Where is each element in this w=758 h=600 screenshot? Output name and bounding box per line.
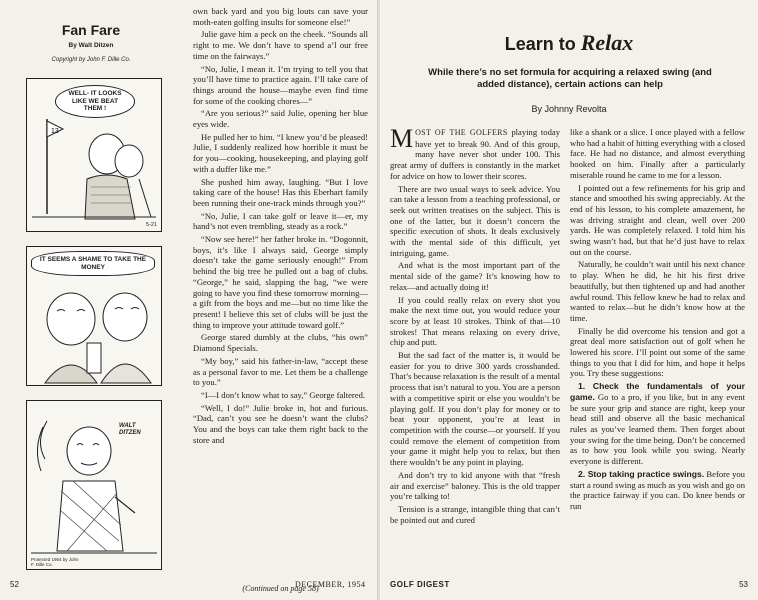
article-paragraph: Tension is a strange, intangible thing that can’t be pointed out and cured xyxy=(390,503,560,525)
right-page xyxy=(380,0,758,600)
story-paragraph: George stared dumbly at the clubs, “his own” Diamond Specials. xyxy=(193,332,368,354)
story-column xyxy=(193,6,368,447)
article-title xyxy=(380,30,758,56)
story-paragraph: “Are you serious?” said Julie, opening her blue eyes wide. xyxy=(193,108,368,130)
tip-1 xyxy=(570,381,745,467)
cartoon-byline: By Walt Ditzen xyxy=(68,42,114,49)
article-paragraph: But the sad fact of the matter is, it would be easier for you to drive 300 yards crosshanded. That’s because relaxation is the result of a mental process that isn’t natural to you. You are a person with a competitive spirit or else you wouldn’t be playing golf. If you don’t play for money or to beat your opponent, you’re at least in competition with the course—or yourself. If you could remove the element of competition from your game it might help you to relax, but then there wouldn’t be any point in playing. xyxy=(390,350,560,468)
continued-note: (Continued on page 58) xyxy=(242,584,319,593)
story-paragraph: “Well, I do!” Julie broke in, hot and furious. “Dad, can’t you see he doesn’t want the clubs? You and the boys can take them right back to the store and xyxy=(193,402,368,445)
left-page xyxy=(0,0,378,600)
story-paragraph: Julie gave him a peck on the cheek. “Sounds all right to me. We don’t have to spend a’l our free time on the fairways.” xyxy=(193,29,368,61)
title-prefix: Learn to xyxy=(504,34,581,54)
artist-signature: WALT DITZEN xyxy=(119,423,141,436)
column-title: Fan Fare xyxy=(61,22,121,38)
article-paragraph: Finally he did overcome his tension and got a great deal more satisfaction out of golf when he lowered his score. I’ll point out some of the same things to you that I did for him, and hope it helps you. Try these suggestions: xyxy=(570,325,745,379)
comic-panel-1 xyxy=(26,78,162,232)
story-paragraph: She pushed him away, laughing. “But I love taking care of the house! Has this Eberhart family been running their one-track minds through you?” xyxy=(193,176,368,208)
article-byline: By Johnny Revolta xyxy=(531,104,607,114)
panel-date: 5-21 xyxy=(145,222,157,228)
tip-2 xyxy=(570,469,745,512)
article-paragraph: If you could really relax on every shot you make the next time out, you would reduce your score by at least 10 strokes. Think of that—10 strokes! That means relaxing on every drive, chip and putt. xyxy=(390,294,560,348)
article-paragraph: like a shank or a slice. I once played with a fellow who had a habit of hitting everything with a closed face. He had no distance, and almost everything hooked on him. Finally after a particularly miserable round he came to me for a lesson. xyxy=(570,127,745,180)
magazine-name: GOLF DIGEST xyxy=(390,580,450,589)
article-paragraph: Naturally, he couldn’t wait until his next chance to play. When he did, he hit his first drive beautifully, but then tightened up and had another awful round. This fellow knew he had to relax and wanted to relax—but he didn’t know how at the time. xyxy=(570,259,745,323)
issue-date: DECEMBER, 1954 xyxy=(295,580,366,589)
article-paragraph: There are two usual ways to seek advice. You can take a lesson from a teaching professional, or seek out written treatises on the subject. This is one of the latter, but it doesn’t concern the specific execution of shots. It deals exclusively with the mental side of this difficult, yet intriguing, game. xyxy=(390,183,560,258)
story-paragraph: “I—I don’t know what to say,” George faltered. xyxy=(201,389,366,400)
article-column-1 xyxy=(390,124,560,527)
lead-caps: OST OF THE GOLFERS xyxy=(415,128,508,137)
drop-cap: M xyxy=(390,124,414,153)
svg-text:13: 13 xyxy=(51,128,59,135)
tip-2-text: Before you start a round swing as much as you wish and go on the practice fairway if you can. Do knee bends or run xyxy=(570,468,745,511)
title-script-word: Relax xyxy=(580,30,634,55)
speech-bubble-1: WELL- IT LOOKS LIKE WE BEAT THEM ! xyxy=(55,85,135,118)
article-column-2 xyxy=(570,127,745,514)
lead-text: playing today have yet to break 90. And of this group, many have never shot under 100. This great army of duffers is constantly in the market for advice on how to lower their scores. xyxy=(390,127,560,181)
tip-2-heading: 2. Stop taking practice swings. xyxy=(578,468,705,479)
page-number-right: 53 xyxy=(739,580,748,589)
comic-panel-3 xyxy=(26,400,162,570)
article-subtitle: While there’s no set formula for acquiring a relaxed swing (and added distance), certain actions can help xyxy=(428,67,712,90)
lead-paragraph xyxy=(390,124,560,182)
tip-1-text: Go to a pro, if you like, but in any event be sure your grip and stance are right, keep your head still and observe all the basic mechanical rules as you’ve learned them. Then forget about your swing for the time being. Don’t be concerned as to how you look while you swing. Nearly everyone is different. xyxy=(570,391,745,467)
story-paragraph: “Now see here!” her father broke in. “Dogonnit, boys, it’s like I always said, George simply doesn’t take the game seriously enough!” From behind the big tree he pulled out a bag of clubs. “George,” he said, slapping the bag, “we were going to have you find these tomorrow morning—a gift from the boys and me—but no time like the present! I believe this set of clubs will be just the thing to improve your attitude toward golf.” xyxy=(193,234,368,330)
story-paragraph: “My boy,” said his father-in-law, “accept these as a personal favor to me. Let them be a challenge to you.” xyxy=(193,355,368,388)
comic-panel-2 xyxy=(26,246,162,386)
article-paragraph: And don’t try to kid anyone with that “fresh air and exercise” baloney. This is the old trapper you’re talking to! xyxy=(390,469,560,502)
story-paragraph: “No, Julie, I mean it. I’m trying to tell you that you’ll have time to practice again. I’ll take care of things around the house—maybe even find time for some of the cooking chores—” xyxy=(193,63,368,106)
story-paragraph: He pulled her to him. “I knew you’d be pleased! Julie, I suddenly realized how horrible it must be for you—cooking, housekeeping, and playing golf with a duffer like me.” xyxy=(193,131,368,174)
copyright-line: Copyright by John F. Dille Co. xyxy=(51,57,131,63)
page-number-left: 52 xyxy=(10,580,19,589)
story-paragraph: own back yard and you big louts can save your moth-eaten golfing insults for someone else!” xyxy=(193,6,368,27)
story-paragraph: “No, Julie, I can take golf or leave it—er, my hand’s not even trembling, steady as a rock.” xyxy=(193,210,368,232)
speech-bubble-2: IT SEEMS A SHAME TO TAKE THE MONEY xyxy=(31,251,155,276)
panel-copyright: Protected 1954 by John F. Dille Co. xyxy=(31,557,79,567)
article-paragraph: I pointed out a few refinements for his grip and stance and smoothed his swing appreciably. At the end of his lesson, to his complete amazement, he was driving straight and clean, well over 200 yards. He was completely relaxed. I told him his swing wasn’t bad, but that he’d just have to relax out on the course. xyxy=(570,182,745,257)
tip-1-heading: 1. Check the fundamentals of your game. xyxy=(570,381,745,402)
article-paragraph: And what is the most important part of the mental side of the game? It’s knowing how to relax—and actually doing it! xyxy=(390,260,560,292)
